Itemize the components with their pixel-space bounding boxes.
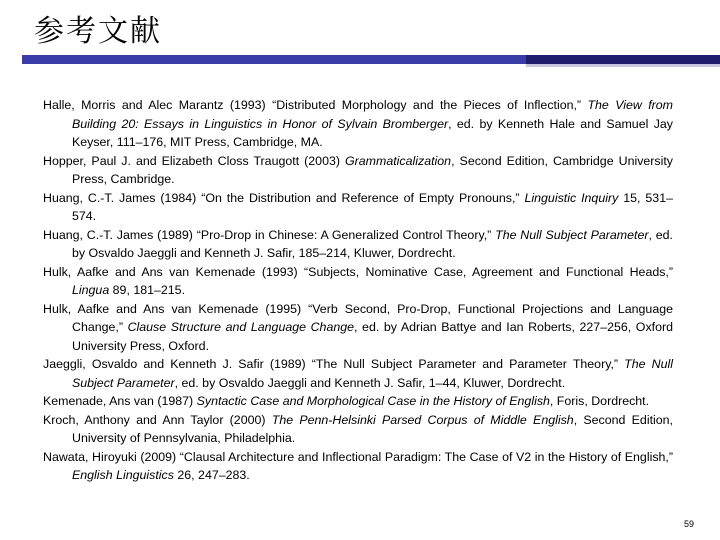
reference-item	[43, 448, 673, 485]
reference-text: Hopper, Paul J. and Elizabeth Closs Traugott (2003)	[43, 153, 346, 168]
reference-text: Jaeggli, Osvaldo and Kenneth J. Safir (1989) “The Null Subject Parameter and Parameter Theory,”	[43, 357, 625, 371]
reference-text: 15, 531–574.	[72, 190, 673, 223]
title-rule-bar	[22, 55, 526, 64]
reference-item	[43, 392, 673, 411]
reference-title: Lingua	[72, 283, 110, 297]
reference-title: The Null Subject Parameter	[72, 357, 673, 390]
reference-text: Hulk, Aafke and Ans van Kemenade (1995) “Verb Second, Pro-Drop, Functional Projections and Language Change,”	[43, 301, 673, 334]
page-number: 59	[683, 519, 694, 529]
reference-item	[43, 226, 673, 263]
slide-title: 参考文献	[34, 14, 162, 49]
reference-text: , ed. by Osvaldo Jaeggli and Kenneth J. Safir, 1–44, Kluwer, Dordrecht.	[174, 375, 566, 390]
reference-title: Grammaticalization	[345, 153, 452, 168]
reference-item	[43, 189, 673, 226]
reference-text: , ed. by Osvaldo Jaeggli and Kenneth J. Safir, 185–214, Kluwer, Dordrecht.	[72, 227, 673, 260]
reference-item	[43, 355, 673, 392]
reference-text: , ed. by Kenneth Hale and Samuel Jay Keyser, 111–176, MIT Press, Cambridge, MA.	[72, 116, 673, 149]
reference-title: The Penn-Helsinki Parsed Corpus of Middle English	[271, 412, 574, 427]
reference-title: English Linguistics	[72, 468, 174, 482]
reference-text: , ed. by Adrian Battye and Ian Roberts, 227–256, Oxford University Press, Oxford.	[72, 320, 673, 353]
reference-text: Huang, C.-T. James (1984) “On the Distribution and Reference of Empty Pronouns,”	[43, 190, 525, 205]
reference-text: , Second Edition, University of Pennsylvania, Philadelphia.	[72, 412, 673, 445]
reference-text: 26, 247–283.	[173, 468, 250, 482]
reference-title: The Null Subject Parameter	[495, 227, 649, 242]
title-rule-underline	[526, 64, 720, 67]
reference-text: 89, 181–215.	[109, 283, 186, 297]
reference-title: Clause Structure and Language Change	[127, 320, 355, 334]
reference-text: Halle, Morris and Alec Marantz (1993) “Distributed Morphology and the Pieces of Inflection,”	[43, 98, 588, 112]
reference-text: Kroch, Anthony and Ann Taylor (2000)	[43, 412, 272, 427]
reference-text: Hulk, Aafke and Ans van Kemenade (1993) “Subjects, Nominative Case, Agreement and Functional Heads,”	[43, 264, 673, 279]
reference-title: The View from Building 20: Essays in Linguistics in Honor of Sylvain Bromberger	[72, 98, 673, 131]
reference-item	[43, 263, 673, 300]
reference-list	[43, 96, 673, 485]
reference-text: Kemenade, Ans van (1987)	[43, 394, 197, 408]
reference-text: Nawata, Hiroyuki (2009) “Clausal Architecture and Inflectional Paradigm: The Case of V2 in the History of English,”	[43, 449, 673, 464]
reference-item	[43, 96, 673, 152]
reference-title: Linguistic Inquiry	[524, 190, 619, 205]
reference-item	[43, 300, 673, 356]
reference-item	[43, 152, 673, 189]
title-rule-accent	[526, 55, 720, 64]
reference-title: Syntactic Case and Morphological Case in the History of English	[196, 394, 550, 408]
reference-text: , Foris, Dordrecht.	[549, 394, 650, 408]
reference-text: Huang, C.-T. James (1989) “Pro-Drop in Chinese: A Generalized Control Theory,”	[43, 227, 496, 242]
reference-item	[43, 411, 673, 448]
reference-text: , Second Edition, Cambridge University Press, Cambridge.	[72, 153, 674, 186]
